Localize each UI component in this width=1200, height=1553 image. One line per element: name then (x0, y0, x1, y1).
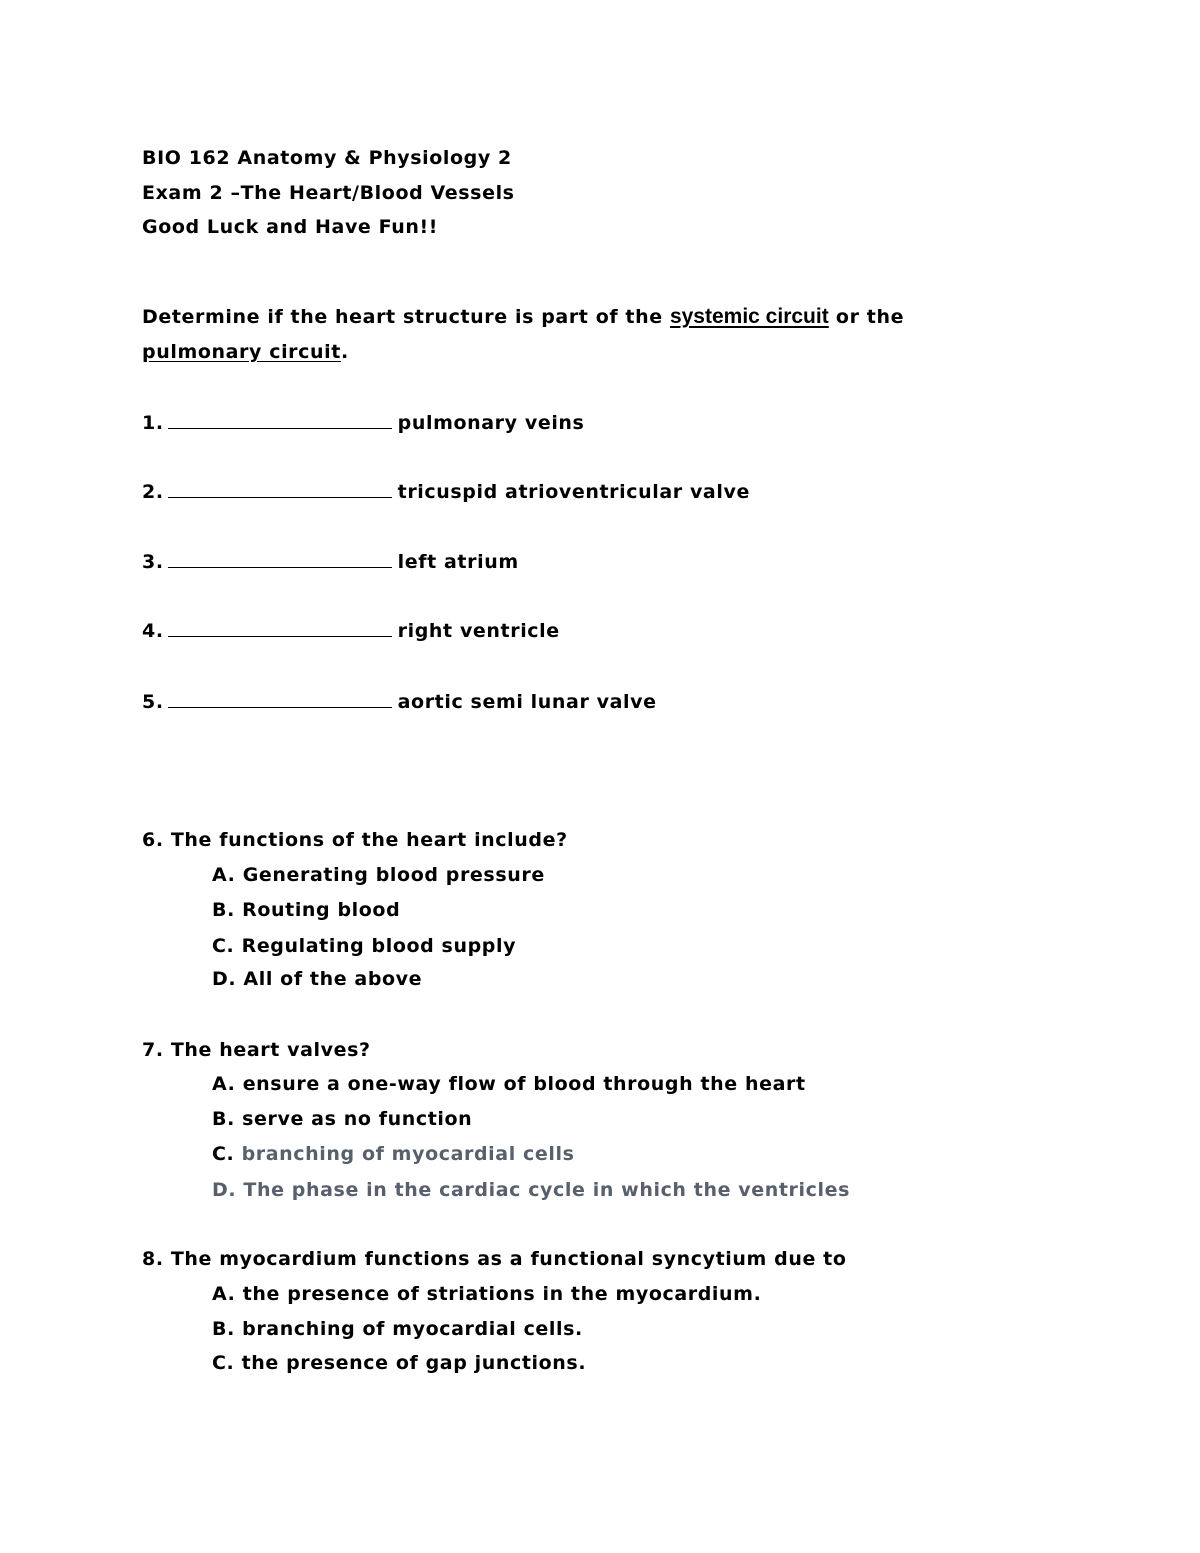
option-text: the presence of gap junctions. (234, 1352, 587, 1374)
exam-title: Exam 2 –The Heart/Blood Vessels (142, 182, 515, 204)
systemic-circuit-term: systemic circuit (669, 305, 829, 328)
option-letter: B. (212, 1108, 235, 1130)
item-term: right ventricle (397, 620, 560, 642)
course-title: BIO 162 Anatomy & Physiology 2 (142, 147, 512, 169)
question-text: 6. The functions of the heart include? (142, 829, 568, 851)
instructions-line-1 (142, 305, 904, 329)
answer-blank[interactable] (168, 410, 392, 429)
option-letter: C. (212, 935, 235, 957)
item-number: 1. (142, 412, 164, 434)
option-text: Regulating blood supply (234, 935, 517, 957)
item-number: 2. (142, 481, 164, 503)
answer-option[interactable] (212, 1317, 583, 1341)
option-text: Generating blood pressure (235, 864, 545, 886)
fill-in-item (142, 479, 750, 504)
instructions-text: . (340, 341, 349, 363)
instructions-text: or the (828, 306, 905, 328)
option-text: ensure a one-way flow of blood through the heart (235, 1073, 806, 1095)
item-number: 5. (142, 691, 164, 713)
answer-option[interactable] (212, 863, 545, 887)
option-text: branching of myocardial cells (234, 1143, 575, 1165)
fill-in-item (142, 689, 657, 714)
answer-blank[interactable] (168, 689, 392, 708)
answer-option[interactable] (212, 898, 400, 922)
answer-blank[interactable] (168, 549, 392, 568)
item-term: aortic semi lunar valve (397, 691, 657, 713)
fill-in-item (142, 410, 584, 435)
option-letter: C. (212, 1352, 235, 1374)
answer-option[interactable] (212, 1178, 850, 1202)
answer-blank[interactable] (168, 618, 392, 637)
fill-in-item (142, 618, 560, 643)
item-term: left atrium (397, 551, 519, 573)
answer-option[interactable] (212, 1107, 472, 1131)
option-letter: D. (212, 1179, 237, 1201)
option-text: All of the above (236, 968, 423, 990)
option-text: branching of myocardial cells. (234, 1318, 583, 1340)
answer-option[interactable] (212, 1072, 806, 1096)
option-text: the presence of striations in the myocardium. (235, 1283, 762, 1305)
answer-option[interactable] (212, 1282, 761, 1306)
instructions-line-2 (142, 340, 349, 364)
option-letter: D. (212, 968, 237, 990)
option-letter: A. (212, 1073, 236, 1095)
option-letter: B. (212, 899, 235, 921)
question-text: 8. The myocardium functions as a functional syncytium due to (142, 1248, 847, 1270)
answer-option[interactable] (212, 1351, 586, 1375)
answer-blank[interactable] (168, 479, 392, 498)
item-term: tricuspid atrioventricular valve (397, 481, 750, 503)
option-letter: A. (212, 864, 236, 886)
greeting: Good Luck and Have Fun!! (142, 216, 439, 238)
instructions-text: Determine if the heart structure is part of the (142, 306, 670, 328)
item-number: 3. (142, 551, 164, 573)
fill-in-item (142, 549, 519, 574)
answer-option[interactable] (212, 934, 516, 958)
option-letter: C. (212, 1143, 235, 1165)
pulmonary-circuit-term: pulmonary circuit (142, 341, 341, 363)
item-term: pulmonary veins (397, 412, 585, 434)
option-text: The phase in the cardiac cycle in which the ventricles (236, 1179, 851, 1201)
item-number: 4. (142, 620, 164, 642)
option-text: serve as no function (234, 1108, 473, 1130)
option-text: Routing blood (234, 899, 401, 921)
answer-option[interactable] (212, 967, 422, 991)
answer-option[interactable] (212, 1142, 575, 1166)
option-letter: A. (212, 1283, 236, 1305)
question-text: 7. The heart valves? (142, 1039, 371, 1061)
option-letter: B. (212, 1318, 235, 1340)
